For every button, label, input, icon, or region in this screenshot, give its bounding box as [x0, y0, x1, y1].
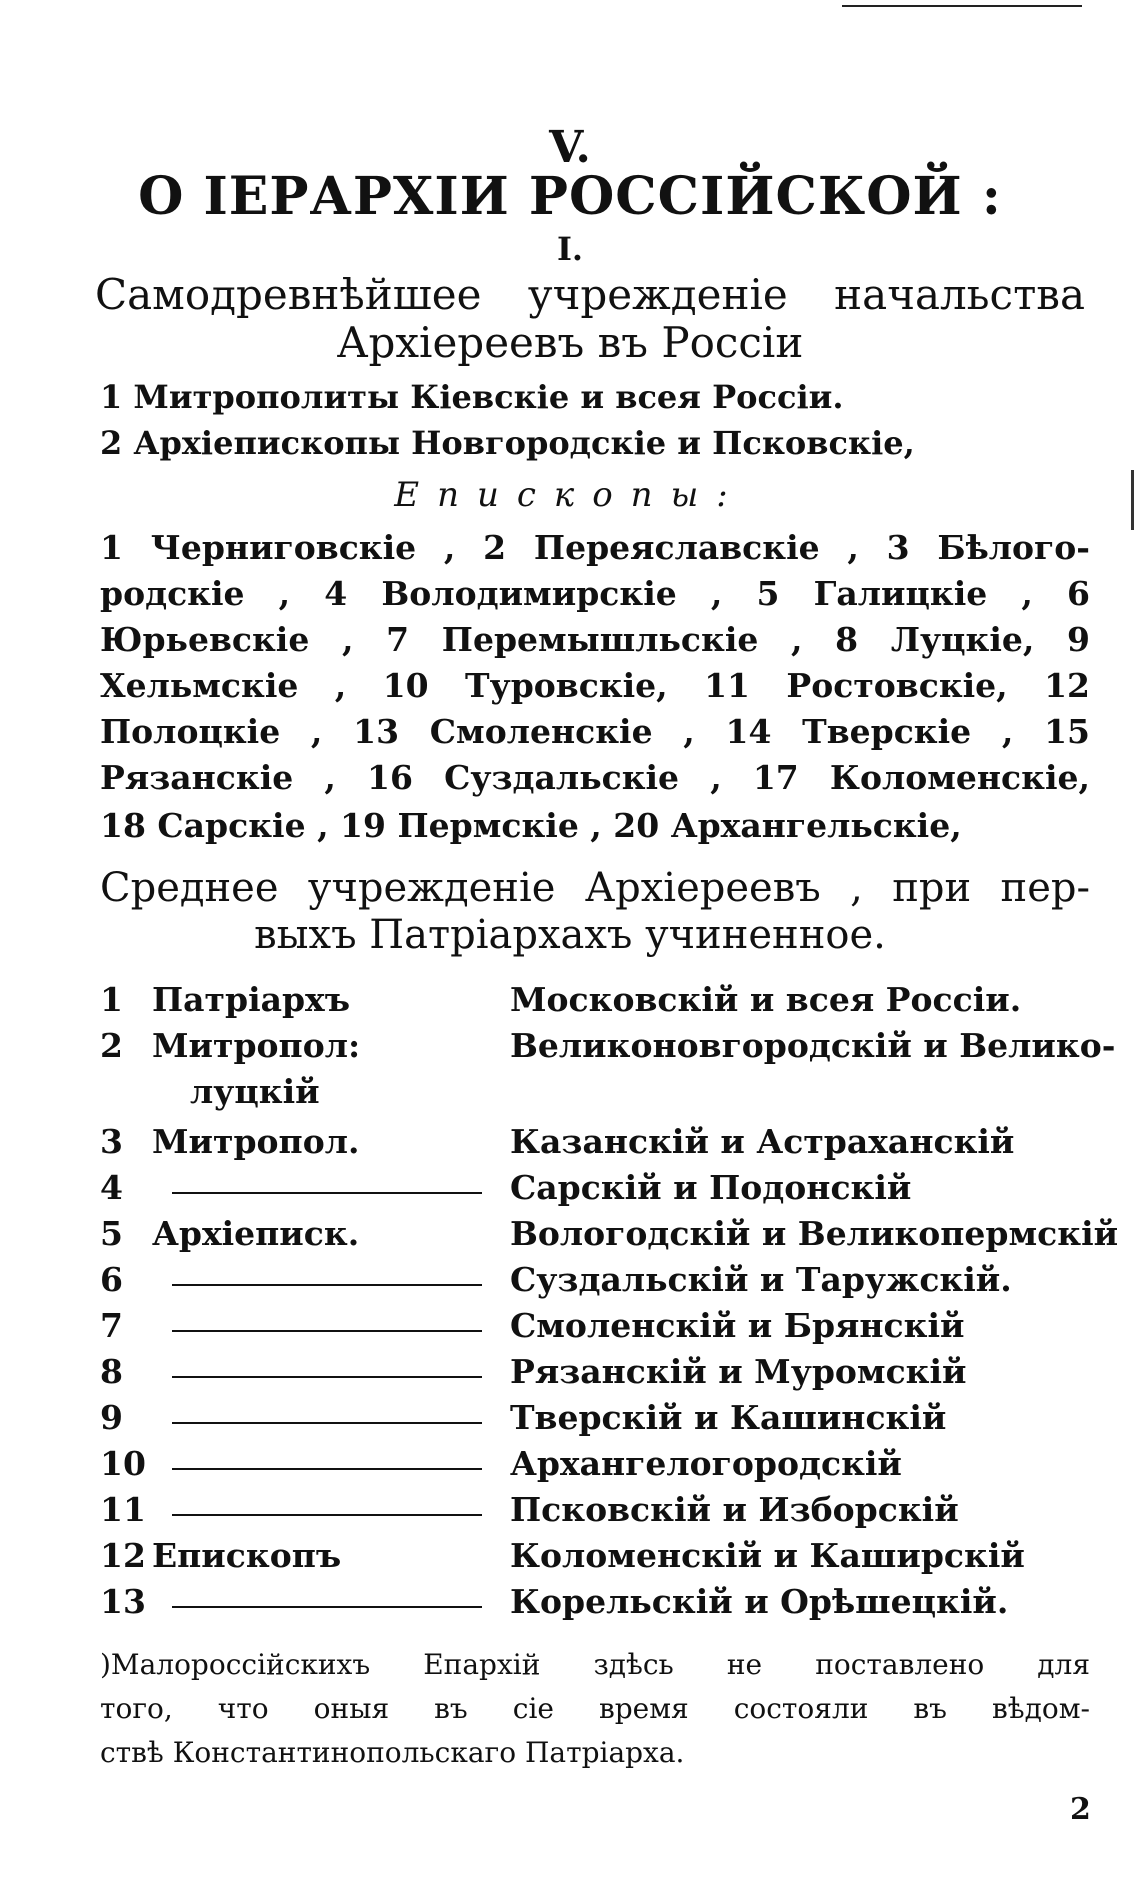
- see-row: [100, 1352, 1100, 1396]
- row-number: 6: [100, 1260, 123, 1299]
- top-rule: [842, 0, 1082, 7]
- row-number: 12: [100, 1536, 146, 1575]
- row-rank: Епископъ: [152, 1536, 342, 1575]
- row-see: Вологодскiй и Великопермскiй: [510, 1214, 1119, 1253]
- bishops-line: Юрьевскiе , 7 Перемышльскiе , 8 Луцкiе, 9: [100, 620, 1090, 659]
- row-see: Корельскiй и Орѣшецкiй.: [510, 1582, 1009, 1621]
- see-row: [100, 1026, 1116, 1070]
- see-row: [100, 1214, 1119, 1258]
- see-row: [100, 980, 1100, 1024]
- footnote-line: )Малороссiйскихъ Епархiй здѣсь не поставлено для: [100, 1648, 1090, 1681]
- bishops-line: родскiе , 4 Володимирскiе , 5 Галицкiе , 6: [100, 574, 1090, 613]
- see-row: [100, 1582, 1100, 1626]
- row-number: 10: [100, 1444, 146, 1483]
- row-rank: Архiеписк.: [152, 1214, 360, 1253]
- row-number: 1: [100, 980, 123, 1019]
- row-see: Московскiй и всея Россiи.: [510, 980, 1022, 1019]
- middle-heading-line1: Среднее учрежденiе Архiереевъ , при пер-: [100, 865, 1090, 911]
- ditto-dash: [172, 1468, 482, 1470]
- see-row: [100, 1398, 1100, 1442]
- bishops-line: Хельмскiе , 10 Туровскiе, 11 Ростовскiе, 12: [100, 666, 1090, 705]
- row-continuation: луцкiй: [190, 1072, 320, 1111]
- row-see: Сарскiй и Подонскiй: [510, 1168, 912, 1207]
- row-see: Коломенскiй и Каширскiй: [510, 1536, 1025, 1575]
- see-row: [100, 1260, 1100, 1304]
- ancient-heading-line1: Самодревнѣйшее учрежденiе начальства: [95, 270, 1085, 319]
- see-row: [100, 1444, 1100, 1488]
- row-number: 11: [100, 1490, 146, 1529]
- row-number: 7: [100, 1306, 123, 1345]
- ditto-dash: [172, 1284, 482, 1286]
- footnote-line: того, что оныя въ сiе время состояли въ вѣдом-: [100, 1692, 1090, 1725]
- ditto-dash: [172, 1514, 482, 1516]
- bishops-line: 18 Сарскiе , 19 Пермскiе , 20 Архангельскiе,: [100, 806, 962, 845]
- ditto-dash: [172, 1192, 482, 1194]
- row-number: 5: [100, 1214, 123, 1253]
- chapter-title: О IЕРАРХIИ РОССIЙСКОЙ :: [138, 166, 1002, 227]
- bishops-line: Полоцкiе , 13 Смоленскiе , 14 Тверскiе , 15: [100, 712, 1090, 751]
- row-see: Псковскiй и Изборскiй: [510, 1490, 959, 1529]
- footnote-line: ствѣ Константинопольскаго Патрiарха.: [100, 1736, 685, 1769]
- row-see: Архангелогородскiй: [510, 1444, 902, 1483]
- row-number: 2: [100, 1026, 123, 1065]
- row-number: 4: [100, 1168, 123, 1207]
- ditto-dash: [172, 1422, 482, 1424]
- see-row: [100, 1490, 1100, 1534]
- page-number: 2: [1070, 1792, 1091, 1827]
- row-see: Смоленскiй и Брянскiй: [510, 1306, 965, 1345]
- row-see: Суздальскiй и Таружскiй.: [510, 1260, 1012, 1299]
- ancient-heading-line2: Архiереевъ въ Россiи: [336, 318, 804, 367]
- bishops-line: Рязанскiе , 16 Суздальскiе , 17 Коломенскiе,: [100, 758, 1090, 797]
- row-see: Великоновгородскiй и Велико-: [510, 1026, 1116, 1065]
- row-number: 8: [100, 1352, 123, 1391]
- section-number: I.: [556, 230, 584, 268]
- see-row: [100, 1122, 1100, 1166]
- row-rank: Патрiархъ: [152, 980, 351, 1019]
- bishops-label: Епископы:: [394, 475, 746, 515]
- middle-heading-line2: выхъ Патрiархахъ учиненное.: [254, 912, 886, 958]
- row-number: 3: [100, 1122, 123, 1161]
- row-see: Тверскiй и Кашинскiй: [510, 1398, 947, 1437]
- see-row: [100, 1306, 1100, 1350]
- list-item: 1 Митрополиты Кiевскiе и всея Россiи.: [100, 378, 844, 416]
- chapter-number: V.: [549, 122, 591, 173]
- row-see: Казанскiй и Астраханскiй: [510, 1122, 1015, 1161]
- ditto-dash: [172, 1606, 482, 1608]
- row-rank: Митропол:: [152, 1026, 361, 1065]
- list-item: 2 Архiепископы Новгородскiе и Псковскiе,: [100, 424, 915, 462]
- row-number: 9: [100, 1398, 123, 1437]
- row-rank: Митропол.: [152, 1122, 360, 1161]
- ditto-dash: [172, 1330, 482, 1332]
- ditto-dash: [172, 1376, 482, 1378]
- see-row: [100, 1168, 1100, 1212]
- row-see: Рязанскiй и Муромскiй: [510, 1352, 967, 1391]
- row-number: 13: [100, 1582, 146, 1621]
- bishops-line: 1 Черниговскiе , 2 Переяславскiе , 3 Бѣлого-: [100, 528, 1090, 567]
- see-row: [100, 1536, 1100, 1580]
